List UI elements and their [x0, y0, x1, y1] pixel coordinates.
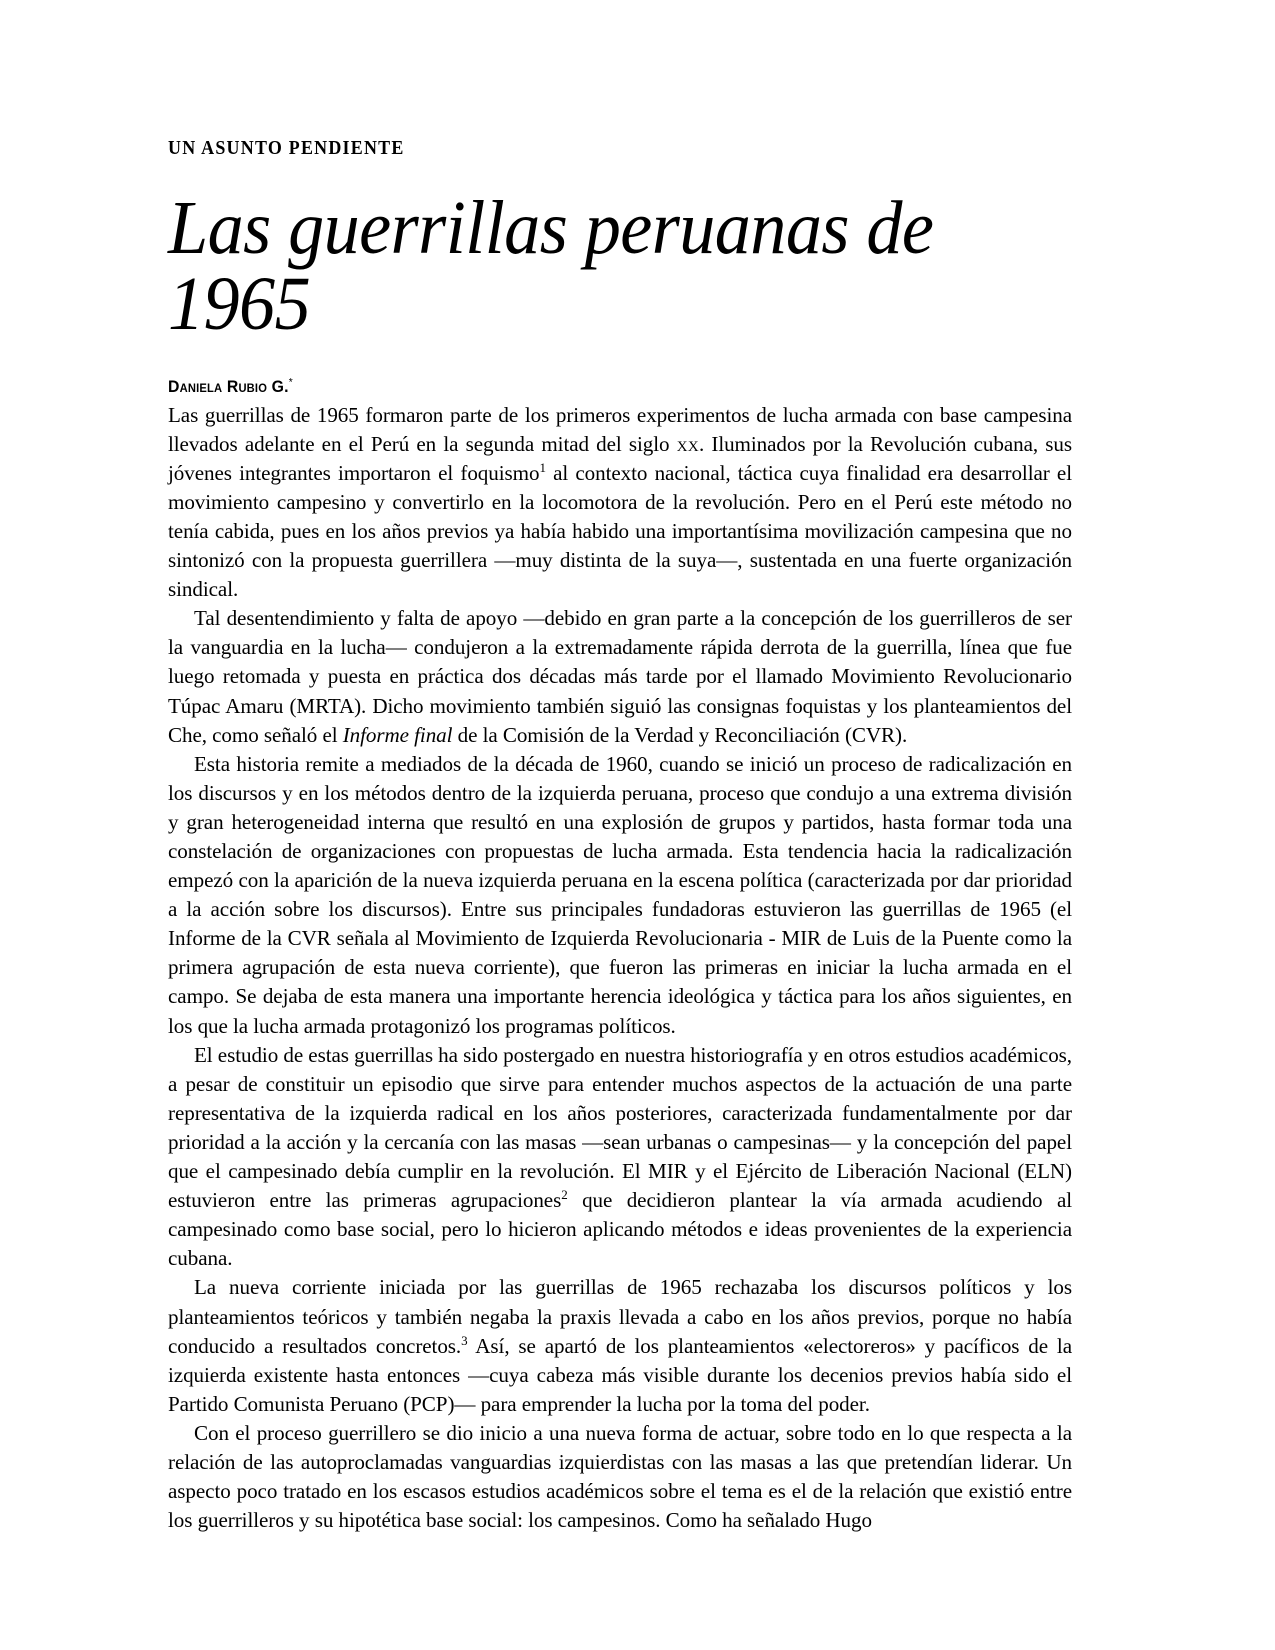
author-byline — [168, 378, 1009, 397]
text-run: Las guerrillas de 1965 formaron parte de los primeros experimentos de lucha armada con base campesina llevados adelante en el Perú en la segunda mitad del siglo — [168, 402, 1072, 456]
text-run: Con el proceso guerrillero se dio inicio a una nueva forma de actuar, sobre todo en lo que respecta a la relación de las autoproclamadas vanguardias izquierdistas con las masas a las que pretendían liderar. Un aspecto poco tratado en los escasos estudios académicos sobre el tema es el de la relación que existió entre los guerrilleros y su hipotética base social: los campesinos. Como ha señalado Hugo — [168, 1420, 1072, 1533]
body-paragraph — [168, 1419, 1072, 1535]
body-paragraph — [168, 604, 1072, 749]
body-paragraph — [168, 1041, 1072, 1274]
footnote-marker: 2 — [561, 1187, 568, 1203]
text-run: El estudio de estas guerrillas ha sido postergado en nuestra historiografía y en otros estudios académicos, a pesar de constituir un episodio que sirve para entender muchos aspectos de la actuación de una parte representativa de la izquierda radical en los años posteriores, caracterizada fundamentalmente por dar prioridad a la acción y la cercanía con las masas —sean urbanas o campesinas— y la concepción del papel que el campesinado debía cumplir en la revolución. El MIR y el Ejército de Liberación Nacional (ELN) estuvieron entre las primeras agrupaciones — [168, 1042, 1072, 1213]
text-run: al contexto nacional, táctica cuya finalidad era desarrollar el movimiento campesino y convertirlo en la locomotora de la revolución. Pero en el Perú este método no tenía cabida, pues en los años previos ya había habido una importantísima movilización campesina que no sintonizó con la propuesta guerrillera —muy distinta de la suya—, sustentada en una fuerte organización sindical. — [168, 460, 1072, 602]
text-run: La nueva corriente iniciada por las guerrillas de 1965 rechazaba los discursos políticos y los planteamientos teóricos y también negaba la praxis llevada a cabo en los años previos, porque no había conducido a resultados concretos. — [168, 1275, 1072, 1358]
section-kicker: UN ASUNTO PENDIENTE — [168, 138, 405, 159]
body-paragraph — [168, 1273, 1072, 1418]
author-footnote-marker: * — [288, 376, 293, 389]
text-run: que decidieron plantear la vía armada acudiendo al campesinado como base social, pero lo hicieron aplicando métodos e ideas provenientes de la experiencia cubana. — [168, 1188, 1073, 1271]
text-run: . Iluminados por la Revolución cubana, sus jóvenes integrantes importaron el foquismo — [168, 431, 1072, 485]
article-body — [168, 401, 1072, 1536]
text-run: Tal desentendimiento y falta de apoyo —debido en gran parte a la concepción de los guerrilleros de ser la vanguardia en la lucha— condujeron a la extremadamente rápida derrota de la guerrilla, línea que fue luego retomada y puesta en práctica dos décadas más tarde por el llamado Movimiento Revolucionario Túpac Amaru (MRTA). Dicho movimiento también siguió las consignas foquistas y los planteamientos del Che, como señaló el — [168, 606, 1072, 747]
page-title: Las guerrillas peruanas de 1965 — [168, 186, 934, 346]
footnote-marker: 3 — [461, 1332, 468, 1348]
body-paragraph — [168, 750, 1072, 1041]
author-name: Daniela Rubio G. — [168, 376, 289, 396]
text-run: Así, se apartó de los planteamientos «electoreros» y pacíficos de la izquierda existente hasta entonces —cuya cabeza más visible durante los decenios previos había sido el Partido Comunista Peruano (PCP)— para emprender la lucha por la toma del poder. — [168, 1333, 1072, 1416]
page-content — [168, 138, 1072, 1535]
text-run: de la Comisión de la Verdad y Reconciliación (CVR). — [452, 722, 908, 747]
text-run: Esta historia remite a mediados de la década de 1960, cuando se inició un proceso de radicalización en los discursos y en los métodos dentro de la izquierda peruana, proceso que condujo a una extrema división y gran heterogeneidad interna que resultó en una explosión de grupos y partidos, hasta formar toda una constelación de organizaciones con propuestas de lucha armada. Esta tendencia hacia la radicalización empezó con la aparición de la nueva izquierda peruana en la escena política (caracterizada por dar prioridad a la acción sobre los discursos). Entre sus principales fundadoras estuvieron las guerrillas de 1965 (el Informe de la CVR señala al Movimiento de Izquierda Revolucionaria - MIR de Luis de la Puente como la primera agrupación de esta nueva corriente), que fueron las primeras en iniciar la lucha armada en el campo. Se dejaba de esta manera una importante herencia ideológica y táctica para los años siguientes, en los que la lucha armada protagonizó los programas políticos. — [168, 751, 1072, 1038]
footnote-marker: 1 — [539, 459, 546, 475]
body-paragraph — [168, 401, 1072, 605]
italic-title-run: Informe final — [342, 722, 453, 747]
small-caps-run: xx — [676, 431, 699, 456]
